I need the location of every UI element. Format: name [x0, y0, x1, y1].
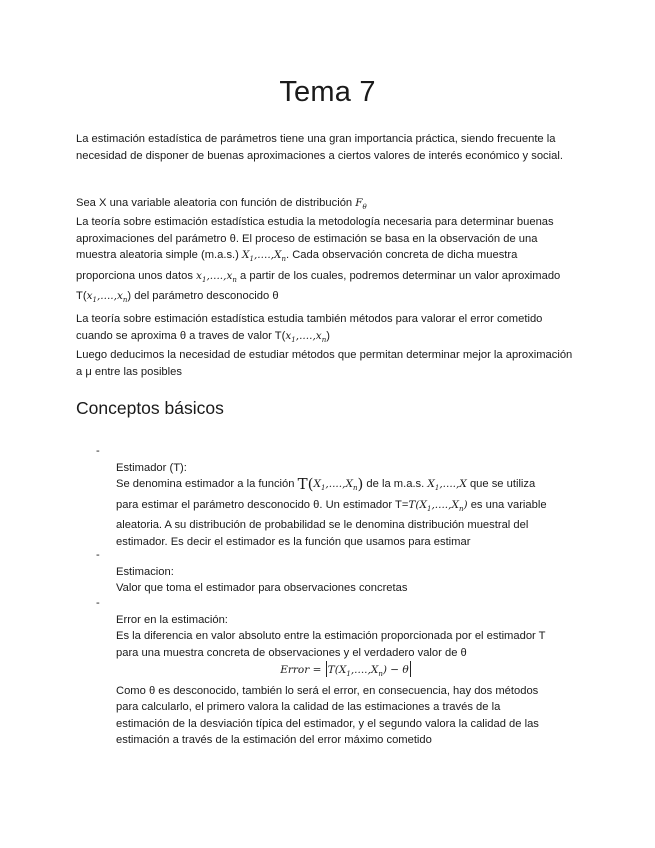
paragraph-1	[76, 195, 576, 216]
item-body: Valor que toma el estimador para observaciones concretas	[116, 582, 408, 594]
paragraph-3: La teoría sobre estimación estadística estudia también métodos para valorar el error cometido cuando se aproxima θ a traves de valor $T(x_1,....,x_n)$	[76, 313, 543, 344]
paragraph-2: La teoría sobre estimación estadística estudia la metodología necesaria para determinar buenas aproximaciones del parámetro θ. El proceso de estimación se basa en la observación de una muestra aleatoria simple (m.a.s.) $X_1,....,X_n$. Cada observación concreta de dicha muestra proporciona unos datos $x_1,....,x_n$ a partir de los cuales, podremos determinar un valor aproximado $T(x_1,....,x_n)$ del parámetro desconocido θ	[76, 216, 561, 304]
item-body: Es la diferencia en valor absoluto entre la estimación proporcionada por el estimador T para una muestra concreta de observaciones y el verdadero valor de θ	[116, 630, 546, 659]
item-heading: Error en la estimación:	[116, 613, 228, 626]
page-title: Tema 7	[279, 76, 376, 108]
list-dash: -	[96, 597, 100, 609]
list-item-estimador	[96, 443, 556, 548]
item-heading: Estimador (T):	[116, 461, 187, 474]
p1-text: Sea X una variable aleatoria con función de distribución	[76, 197, 353, 209]
list-dash: -	[96, 445, 100, 457]
list-dash: -	[96, 549, 100, 561]
sample-symbol: $X_1,....,X_n$	[242, 249, 286, 263]
item-body: Se denomina estimador a la función $T(X_1,....,X_n)$ de la m.a.s. $X_1,....,X$ que se utiliza para estimar el parámetro desconocido θ. Un estimador $T=T(X_1,....,X_n)$ es una variable aleatoria. A su distribución de probabilidad se le denomina distribución muestral del estimador. Es decir el estimador es la función que usamos para estimar	[116, 475, 547, 548]
list-item-estimacion	[96, 547, 556, 594]
error-formula: Error = $T(X_1,....,X_n) - \theta$	[116, 661, 556, 683]
data-symbol: $x_1,....,x_n$	[196, 269, 237, 284]
item-heading: Estimacion:	[116, 565, 174, 578]
intro-paragraph: La estimación estadística de parámetros tiene una gran importancia práctica, siendo frecuente la necesidad de disponer de buenas aproximaciones a ciertos valores de interés económico y social.	[76, 133, 563, 162]
section-heading: Conceptos básicos	[76, 398, 224, 418]
distribution-symbol: $F_\theta$	[355, 197, 367, 211]
paragraph-4: Luego deducimos la necesidad de estudiar métodos que permitan determinar mejor la aproximación a μ entre las posibles	[76, 349, 573, 378]
list-item-error	[96, 595, 556, 746]
item-body-2: Como θ es desconocido, también lo será el error, en consecuencia, hay dos métodos para calcularlo, el primero valora la calidad de las estimaciones a través de la estimación de la desviación típica del estimador, y el segundo valora la calidad de las estimación a través de la estimación del error máximo cometido	[116, 684, 539, 746]
